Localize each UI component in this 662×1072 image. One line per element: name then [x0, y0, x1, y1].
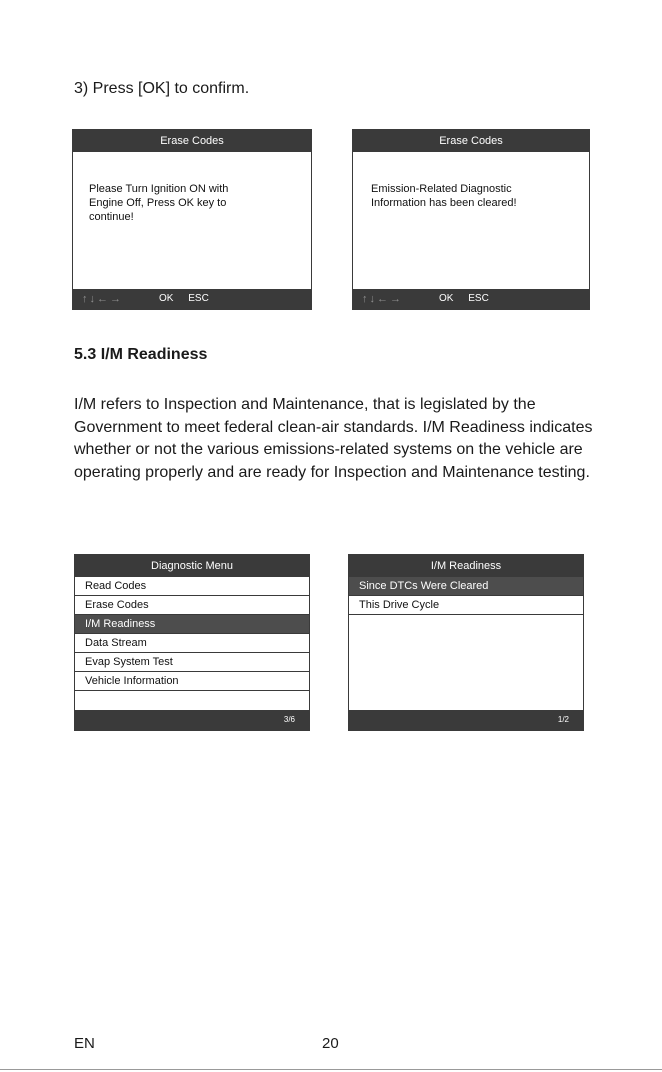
bottom-rule: [0, 1069, 662, 1070]
screen-body: [73, 152, 311, 289]
screen-message: Please Turn Ignition ON with Engine Off, Press OK key to continue!: [89, 183, 229, 223]
section-heading: 5.3 I/M Readiness: [74, 346, 208, 363]
screen-title: I/M Readiness: [349, 555, 583, 577]
screen-body: [353, 152, 589, 289]
menu-item[interactable]: Data Stream: [75, 634, 309, 653]
erase-codes-cleared-screen: [352, 129, 590, 310]
menu-item[interactable]: Since DTCs Were Cleared: [349, 577, 583, 596]
arrow-keys-icon: ↑↓←→: [362, 293, 403, 305]
ok-label: OK: [439, 293, 454, 304]
menu-item[interactable]: I/M Readiness: [75, 615, 309, 634]
screen-message: Emission-Related Diagnostic Information has been cleared!: [371, 183, 517, 209]
menu-list: [349, 577, 583, 710]
screen-footer: [75, 710, 309, 730]
esc-label: ESC: [188, 293, 209, 304]
screen-footer: [353, 289, 589, 309]
arrow-keys-icon: ↑↓←→: [82, 293, 123, 305]
step-instruction: 3) Press [OK] to confirm.: [74, 80, 250, 97]
screen-title: Erase Codes: [73, 130, 311, 152]
erase-codes-prompt-screen: [72, 129, 312, 310]
im-readiness-screen: [348, 554, 584, 731]
ok-label: OK: [159, 293, 174, 304]
page-indicator: 3/6: [283, 715, 295, 724]
menu-item[interactable]: Erase Codes: [75, 596, 309, 615]
page-number: 20: [322, 1035, 339, 1052]
screen-title: Erase Codes: [353, 130, 589, 152]
menu-item[interactable]: This Drive Cycle: [349, 596, 583, 615]
esc-label: ESC: [468, 293, 489, 304]
menu-item[interactable]: Read Codes: [75, 577, 309, 596]
language-label: EN: [74, 1035, 95, 1052]
screen-title: Diagnostic Menu: [75, 555, 309, 577]
diagnostic-menu-screen: [74, 554, 310, 731]
menu-list: [75, 577, 309, 710]
page-indicator: 1/2: [557, 715, 569, 724]
section-paragraph: I/M refers to Inspection and Maintenance, that is legislated by the Government to meet federal clean-air standards. I/M Readiness indicates whether or not the various emissions-related systems on the vehicle are operating properly and are ready for Inspection and Maintenance testing.: [74, 396, 593, 481]
screen-footer: [349, 710, 583, 730]
menu-item[interactable]: Vehicle Information: [75, 672, 309, 691]
screen-footer: [73, 289, 311, 309]
menu-item[interactable]: Evap System Test: [75, 653, 309, 672]
